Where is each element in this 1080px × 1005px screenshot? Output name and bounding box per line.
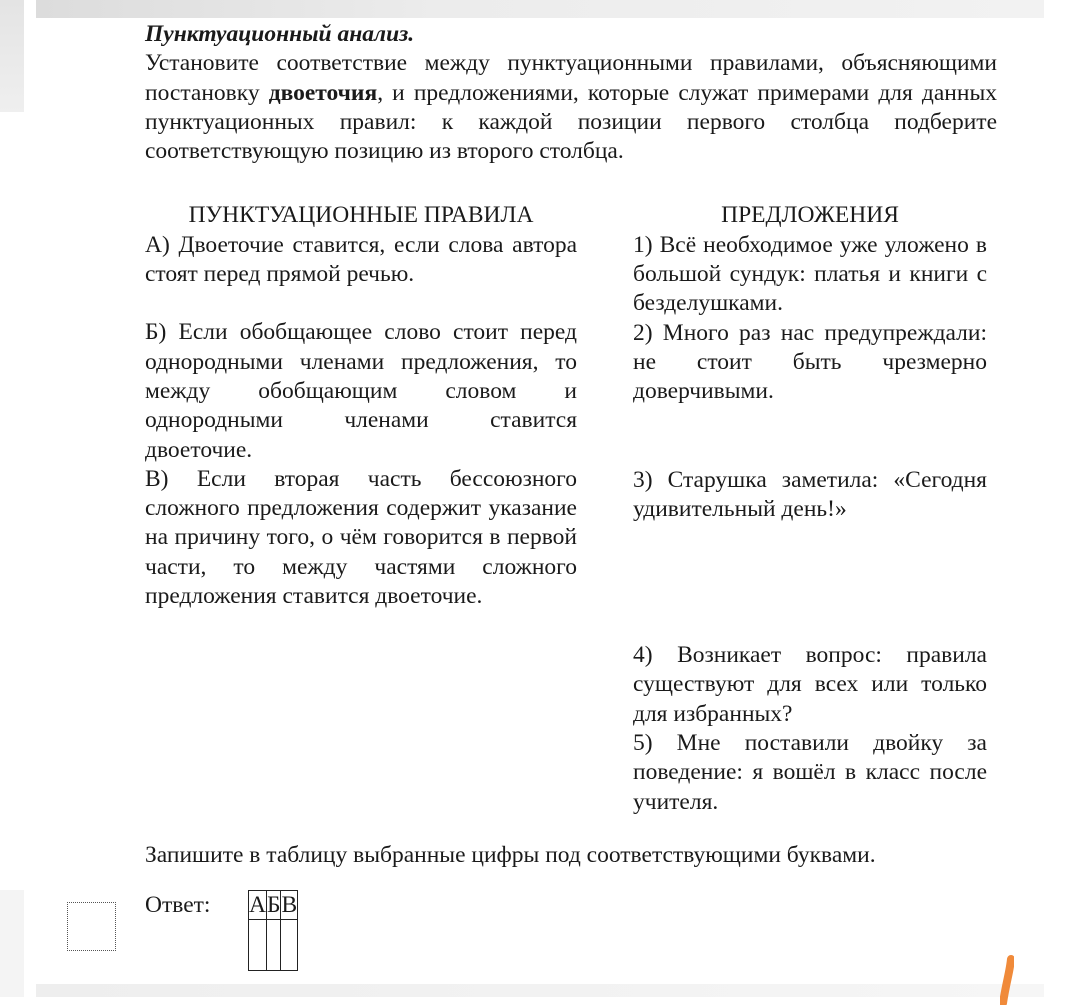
answer-col-a: А — [249, 891, 266, 918]
rule-item-a: А) Двоеточие ставится, если слова автора стоят перед прямой речью. — [145, 231, 577, 288]
bottom-shadow-bar — [36, 984, 1044, 997]
instructions-bold-term: двоеточия — [268, 79, 378, 106]
sentence-item-1: 1) Всё необходимое уже уложено в большой сундук: платья и книги с безделушками. — [633, 231, 987, 317]
document-page — [145, 18, 997, 821]
answer-cell-b[interactable] — [266, 920, 281, 971]
instructions-part-2: , и предложениями, которые служат примерами для данных пунктуационных правил: к каждой позиции первого столбца подберите соответствующую позицию из второго столбца. — [145, 79, 997, 165]
answer-table — [248, 890, 298, 971]
sentence-item-3: 3) Старушка заметила: «Сегодня удивительный день!» — [633, 466, 987, 522]
instructions-part-1: Установите соответствие между пунктуационными правилами, объясняющими постановку — [145, 50, 997, 106]
answer-label: Ответ: — [145, 892, 211, 918]
checkbox-placeholder[interactable] — [67, 902, 116, 951]
left-edge-panel — [0, 0, 24, 112]
pen-stroke-icon — [1000, 955, 1014, 1005]
top-shadow-bar — [36, 0, 1044, 18]
task-title: Пунктуационный анализ. — [145, 21, 415, 47]
rules-column — [145, 201, 577, 611]
sentence-item-5: 5) Мне поставили двойку за поведение: я вошёл в класс после учителя. — [633, 730, 987, 815]
rule-item-v: В) Если вторая часть бессоюзного сложного предложения содержит указание на причину того, о чём говорится в первой части, то между частями сложного предложения ставится двоеточие. — [145, 465, 577, 610]
rules-heading: ПУНКТУАЦИОННЫЕ ПРАВИЛА — [188, 202, 534, 229]
rule-item-b: Б) Если обобщающее слово стоит перед однородными членами предложения, то между обобщающим словом и однородными членами ставится двоеточие. — [145, 319, 577, 463]
answer-cell-a[interactable] — [249, 920, 267, 971]
answer-cell-v[interactable] — [281, 920, 298, 971]
answer-col-v: В — [281, 891, 298, 918]
sentence-item-2: 2) Много раз нас предупреждали: не стоит быть чрезмерно доверчивыми. — [633, 319, 987, 405]
task-instructions — [145, 49, 997, 166]
left-edge-panel-bottom — [0, 890, 24, 997]
sentences-column — [633, 201, 987, 816]
matching-columns — [145, 201, 997, 821]
sentence-item-4: 4) Возникает вопрос: правила существуют для всех или только для избранных? — [633, 642, 987, 727]
write-instruction: Запишите в таблицу выбранные цифры под соответствующими буквами. — [145, 842, 876, 868]
sentences-heading: ПРЕДЛОЖЕНИЯ — [721, 202, 899, 229]
answer-col-b: Б — [266, 891, 281, 918]
